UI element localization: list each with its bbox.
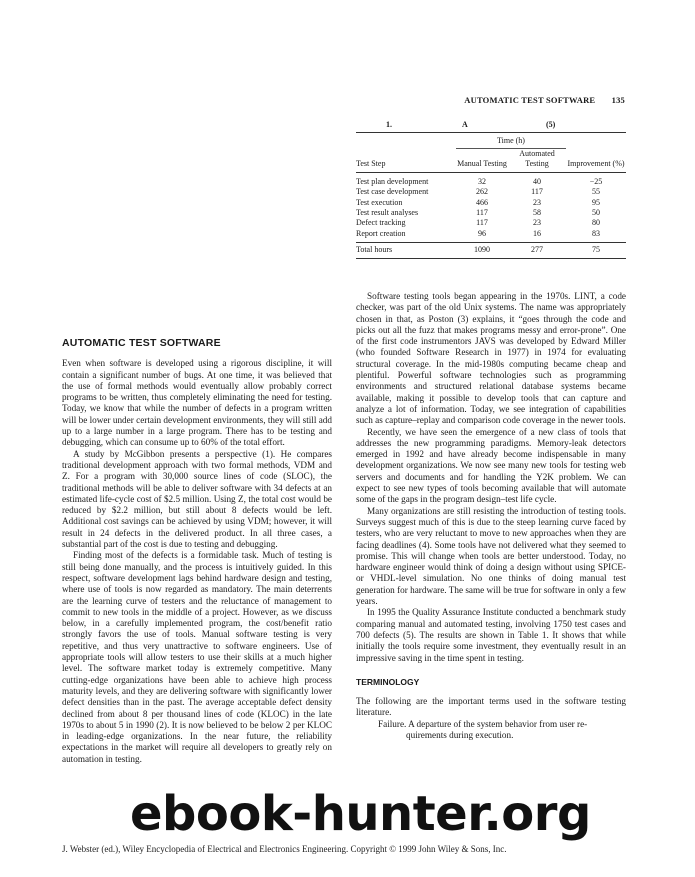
cell-step: Test case development [356,187,429,197]
running-head [464,95,625,105]
table-caption-number: 1. [386,120,392,129]
table-caption [356,120,626,133]
running-head-title: AUTOMATIC TEST SOFTWARE [464,95,596,105]
terminology-heading: TERMINOLOGY [356,676,420,687]
cell-manual: 117 [476,208,488,218]
table-row [356,218,626,228]
cell-manual: 32 [478,177,486,187]
watermark: ebook-hunter.org [130,786,591,842]
cell-step: Test plan development [356,177,429,187]
table-header-improvement: Improvement (%) [567,159,625,168]
page-number: 135 [611,95,625,105]
table-header-step: Test Step [356,159,386,168]
article-title: AUTOMATIC TEST SOFTWARE [62,337,221,349]
table-caption-ref: (5) [546,120,556,129]
term-failure-line2: quirements during execution. [406,729,514,740]
cell-manual: 466 [476,197,488,207]
paragraph: Software testing tools began appearing in the 1970s. LINT, a code checker, was part of the old Unix systems. The name was appropriately chosen in that, as Poston (3) explains, it “goes through the code and picks out all the fuzz that makes programs messy and error-prone”. One of the first code instrumentors JAVS was developed by Edward Miller (who founded Software Research in 1977) in 1974 for evaluating structural coverage. In the mid-1980s computing became cheap and plentiful. Powerful software technologies such as programming environments and structured relational database systems became available, making it possible to develop tools that can capture and analyze a lot of information. Today, we see integration of capabilities such as capture–replay and comparison code coverage in the newer tools. [356,291,626,426]
term-failure [356,719,626,742]
total-improvement: 75 [592,244,600,254]
term-failure-name: Failure. [378,718,407,729]
copyright-footer: J. Webster (ed.), Wiley Encyclopedia of Electrical and Electronics Engineering. Copyright © 1999 John Wiley & Sons, Inc. [62,844,507,854]
cell-automated: 117 [531,187,543,197]
table-total-row [356,242,626,258]
cell-manual: 96 [478,228,486,238]
cell-improvement: 80 [592,218,600,228]
cell-automated: 23 [533,197,541,207]
cell-step: Test result analyses [356,208,419,218]
cell-step: Test execution [356,197,403,207]
cell-automated: 58 [533,208,541,218]
table-row [356,187,626,197]
terminology-intro: The following are the important terms used in the software testing literature. [356,696,626,718]
cell-automated: 23 [533,218,541,228]
table-group-header: Time (h) [456,133,566,149]
cell-manual: 117 [476,218,488,228]
cell-improvement: 95 [592,197,600,207]
paragraph: Recently, we have seen the emergence of a new class of tools that addresses the new programming paradigms. Memory-leak detectors emerged in 1992 and have already become indispensable in many development organizations. We now see many new tools for testing web servers and documents and for handling the Y2K problem. We can expect to see new types of tools becoming available that will automate some of the gaps in the program design–test life cycle. [356,426,626,505]
total-manual: 1090 [474,244,490,254]
cell-improvement: 50 [592,208,600,218]
cell-improvement: 55 [592,187,600,197]
cell-step: Defect tracking [356,218,406,228]
table-header-automated: Automated Testing [519,149,555,168]
table-header-manual: Manual Testing [457,159,507,168]
paragraph: Finding most of the defects is a formidable task. Much of testing is still being done manually, and the process is intuitively guided. In this respect, software development lags behind hardware design and testing, where use of tools is now regarded as mandatory. The main deterrents are the learning curve of testers and the reluctance of management to commit to new tools in the middle of a project. However, as we discuss below, in a carefully implemented program, the cost/benefit ratio strongly favors the use of tools. Manual software testing is very repetitive, and thus very unattractive to software engineers. Use of appropriate tools will allow testers to use their skills at a much higher level. The software market today is extremely competitive. Many cutting-edge organizations have been able to achieve high process maturity levels, and they are delivering software with significantly lower defect densities than in the past. The average acceptable defect density declined from about 8 per thousand lines of code (KLOC) in the late 1970s to about 5 in 1990 (2). It is now believed to be below 2 per KLOC in leading-edge organizations. In the near future, the reliability expectations in the market will require all developers to greatly rely on automation in testing. [62,550,332,764]
right-column [356,291,626,741]
paragraph: Many organizations are still resisting the introduction of testing tools. Surveys suggest much of this is due to the steep learning curve faced by testers, who are very reluctant to move to new approaches when they are facing deadlines (4). Some tools have not delivered what they seemed to promise. This will change when tools are better understood. Today, no hardware engineer would think of doing a design without using SPICE- or VHDL-level simulation. No one thinks of doing manual test generation for hardware. The same will be true for software in only a few years. [356,505,626,607]
cell-step: Report creation [356,228,406,238]
table-row [356,173,626,188]
results-table [356,120,626,259]
paragraph: In 1995 the Quality Assurance Institute conducted a benchmark study comparing manual and automated testing, involving 1750 test cases and 700 defects (5). The results are shown in Table 1. It shows that while initially the tools require some investment, they eventually result in an impressive saving in the time spent in testing. [356,607,626,663]
left-column [62,338,332,765]
cell-improvement: 83 [592,228,600,238]
paragraph: A study by McGibbon presents a perspective (1). He compares traditional development approach with two formal methods, VDM and Z. For a program with 30,000 source lines of code (SLOC), the traditional methods will be able to deliver software with 34 defects at an estimated life-cycle cost of $2.5 million. Using Z, the total cost would be reduced by $2.2 million, but still about 8 defects would be left. Additional cost savings can be achieved by using VDM; however, it will result in 24 defects in the delivered product. In all three cases, a substantial part of the cost is due to testing and debugging. [62,448,332,550]
cell-automated: 16 [533,228,541,238]
table-caption-title: A [462,120,468,129]
table-row [356,198,626,208]
table-row [356,228,626,242]
total-label: Total hours [356,244,393,254]
term-failure-line1: A departure of the system behavior from user re- [408,718,588,729]
cell-improvement: −25 [589,177,603,187]
paragraph: Even when software is developed using a rigorous discipline, it will contain a significant number of bugs. At one time, it was believed that the use of formal methods would eventually allow probably correct programs to be written, thus completely eliminating the need for testing. Today, we know that while the number of defects in a program written will be lower under certain development environments, they will still add up to a large number in a large program. There has to be testing and debugging, which can consume up to 60% of the total effort. [62,358,332,448]
total-automated: 277 [531,244,543,254]
cell-manual: 262 [476,187,488,197]
cell-automated: 40 [533,177,541,187]
table-row [356,208,626,218]
